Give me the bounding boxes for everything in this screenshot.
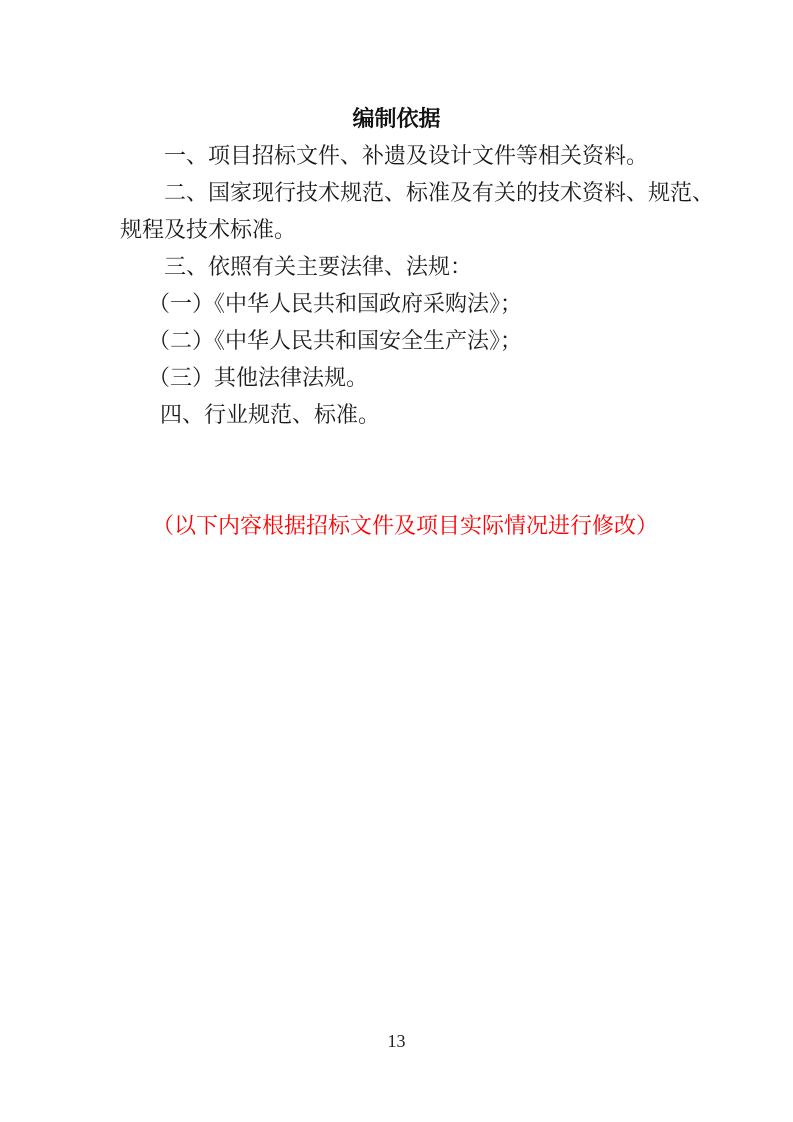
document-body [120,100,715,544]
paragraph-4: 四、行业规范、标准。 [160,402,381,427]
list-item-1: （一）《中华人民共和国政府采购法》； [148,291,523,316]
list-item-3: （三）其他法律法规。 [148,365,369,390]
paragraph-1: 一、项目招标文件、补遗及设计文件等相关资料。 [164,143,649,168]
red-revision-note: （以下内容根据招标文件及项目实际情况进行修改） [152,513,659,538]
list-item-2: （二）《中华人民共和国安全生产法》； [148,328,523,353]
paragraph-2-line-1: 二、国家现行技术规范、标准及有关的技术资料、规范、 [164,180,715,205]
page-number: 13 [387,1031,406,1051]
page-title: 编制依据 [352,106,441,131]
paragraph-2-line-2: 规程及技术标准。 [120,217,297,242]
paragraph-3: 三、依照有关主要法律、法规： [164,254,473,279]
blank-lines [120,433,673,507]
